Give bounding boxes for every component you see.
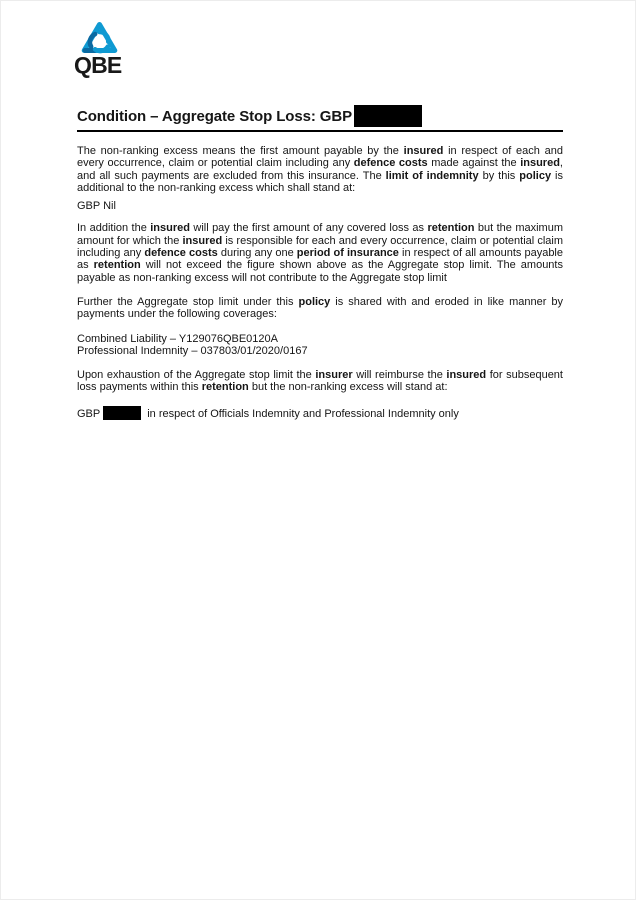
document-content	[77, 105, 563, 432]
reference-professional-indemnity: Professional Indemnity – 037803/01/2020/0167	[77, 344, 308, 357]
qbe-logo	[74, 20, 121, 77]
paragraph-exhaustion: Upon exhaustion of the Aggregate stop limit the insurer will reimburse the insured for subsequent loss payments within this retention but the non-ranking excess will stand at:	[77, 369, 563, 394]
redacted-amount-box	[354, 105, 422, 127]
final-gbp-line: GBP in respect of Officials Indemnity and Professional Indemnity only	[77, 407, 459, 420]
redacted-amount-box	[103, 406, 141, 420]
paragraph-retention: In addition the insured will pay the first amount of any covered loss as retention but the maximum amount for which the insured is responsible for each and every occurrence, claim or potential claim including any defence costs during any one period of insurance in respect of all amounts payable as retention will not exceed the figure shown above as the Aggregate stop limit. The amounts payable as non-ranking excess will not contribute to the Aggregate stop limit	[77, 222, 564, 284]
gbp-nil-line: GBP Nil	[77, 200, 116, 213]
paragraph-shared-limit: Further the Aggregate stop limit under this policy is shared with and eroded in like manner by payments under the following coverages:	[77, 295, 564, 321]
qbe-wordmark: QBE	[74, 52, 122, 78]
qbe-knot-icon	[81, 20, 118, 56]
reference-combined-liability: Combined Liability – Y129076QBE0120A	[77, 332, 278, 345]
paragraph-non-ranking-excess: The non-ranking excess means the first amount payable by the insured in respect of each and every occurrence, claim or potential claim including any defence costs made against the insured, and all such payments are excluded from this insurance. The limit of indemnity by this policy is additional to the non-ranking excess which shall stand at:	[77, 145, 564, 194]
coverage-references	[77, 333, 563, 358]
condition-heading	[77, 105, 563, 132]
condition-heading-text: Condition – Aggregate Stop Loss: GBP	[77, 108, 353, 125]
